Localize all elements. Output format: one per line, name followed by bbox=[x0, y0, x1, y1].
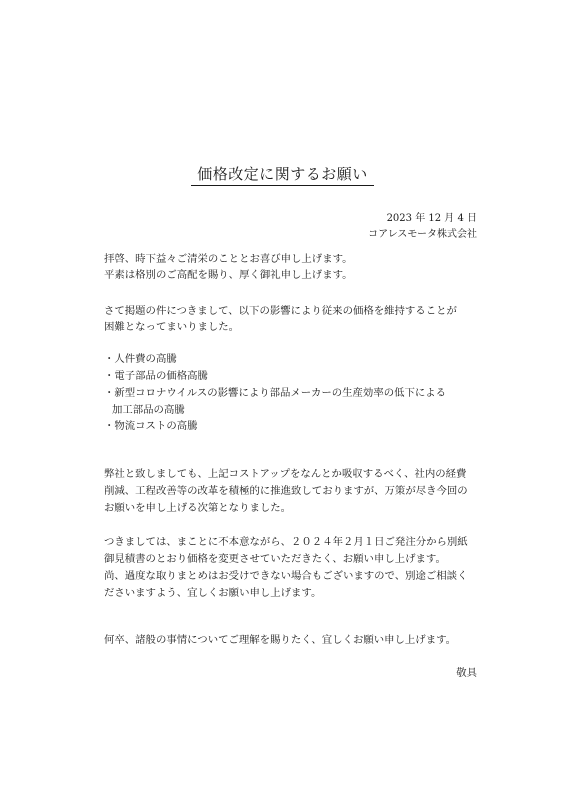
paragraph1-line-1: 弊社と致しましても、上記コストアップをなんとか吸収するべく、社内の経費 bbox=[104, 468, 467, 480]
paragraph1-line-3: お願いを申し上げる次第となりました。 bbox=[104, 502, 292, 514]
greeting-line-2: 平素は格別のご高配を賜り、厚く御礼申し上げます。 bbox=[104, 269, 353, 281]
closing-line: 何卒、諸般の事情についてご理解を賜りたく、宜しくお願い申し上げます。 bbox=[104, 634, 457, 646]
paragraph2-line-3: 尚、過度な取りまとめはお受けできない場合もございますので、別途ご相談く bbox=[104, 570, 468, 582]
intro-line-1: さて掲題の件につきまして、以下の影響により従来の価格を維持することが bbox=[104, 305, 457, 317]
bullet-item-2: ・電子部品の価格高騰 bbox=[104, 370, 208, 382]
company-name: コアレスモータ株式会社 bbox=[368, 229, 477, 240]
document-title-wrap bbox=[0, 163, 565, 186]
paragraph1-line-2: 削減、工程改善等の改革を積極的に推進致しておりますが、万策が尽き今回の bbox=[104, 485, 468, 497]
closing-word: 敬具 bbox=[456, 667, 477, 679]
bullet-item-3: ・新型コロナウイルスの影響により部品メーカーの生産効率の低下による bbox=[104, 387, 447, 399]
bullet-item-4: ・物流コストの高騰 bbox=[104, 420, 198, 432]
intro-line-2: 困難となってまいりました。 bbox=[104, 321, 240, 333]
document-date: 2023 年 12 月 4 日 bbox=[386, 213, 477, 224]
bullet-item-3-continuation: 加工部品の高騰 bbox=[112, 404, 185, 416]
greeting-line-1: 拝啓、時下益々ご清栄のこととお喜び申し上げます。 bbox=[104, 253, 353, 265]
paragraph2-line-1: つきましては、まことに不本意ながら、２０２４年２月１日ご発注分から別紙 bbox=[104, 536, 468, 548]
document-title: 価格改定に関するお願い bbox=[191, 163, 374, 186]
bullet-item-1: ・人件費の高騰 bbox=[104, 353, 177, 365]
paragraph2-line-4: ださいますよう、宜しくお願い申し上げます。 bbox=[104, 587, 322, 599]
paragraph2-line-2: 御見積書のとおり価格を変更させていただきたく、お願い申し上げます。 bbox=[104, 553, 446, 565]
